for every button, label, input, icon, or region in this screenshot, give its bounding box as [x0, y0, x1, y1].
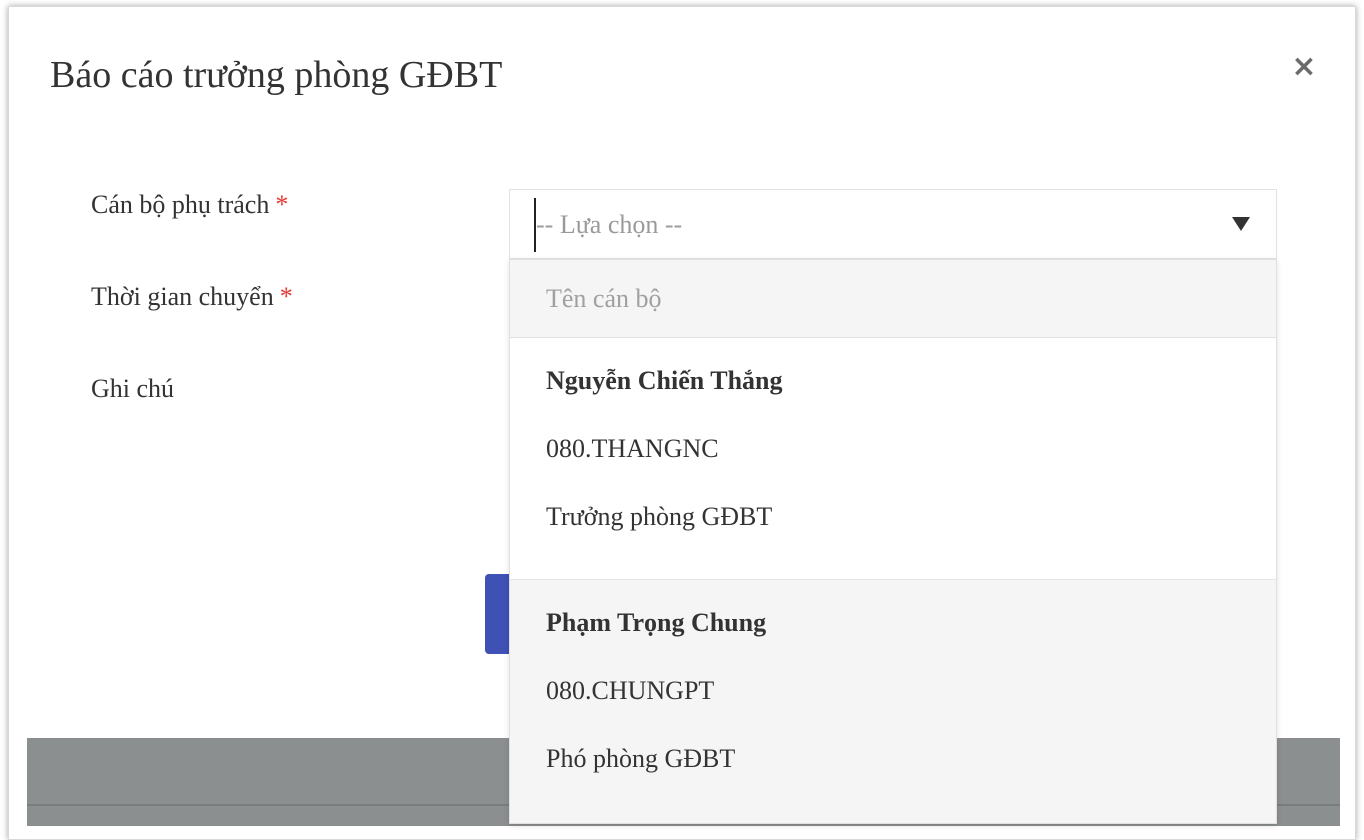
field-label-transfer-time	[91, 281, 293, 313]
option-position: Trưởng phòng GĐBT	[546, 502, 773, 531]
field-label-note-text: Ghi chú	[91, 374, 175, 403]
field-label-transfer-time-text: Thời gian chuyển	[91, 282, 274, 311]
required-mark: *	[279, 282, 293, 311]
officer-dropdown	[509, 259, 1277, 824]
caret-down-icon[interactable]	[1232, 217, 1250, 231]
option-username: 080.CHUNGPT	[546, 676, 715, 705]
option-name: Phạm Trọng Chung	[546, 608, 767, 637]
modal-title: Báo cáo trưởng phòng GĐBT	[50, 54, 503, 96]
dropdown-search-box	[510, 260, 1276, 338]
dropdown-option[interactable]	[510, 338, 1276, 580]
option-position: Phó phòng GĐBT	[546, 744, 736, 773]
dropdown-option-highlighted[interactable]	[510, 580, 1276, 823]
field-label-note	[91, 373, 174, 405]
field-label-officer-text: Cán bộ phụ trách	[91, 190, 270, 219]
field-label-officer	[91, 189, 288, 221]
officer-select[interactable]	[509, 189, 1277, 259]
officer-search-input[interactable]	[546, 282, 1246, 316]
option-username: 080.THANGNC	[546, 434, 719, 463]
option-name: Nguyễn Chiến Thắng	[546, 366, 783, 395]
close-icon[interactable]: ×	[1291, 49, 1317, 84]
report-modal	[8, 6, 1356, 840]
select-placeholder: -- Lựa chọn --	[536, 210, 683, 239]
required-mark: *	[275, 190, 289, 219]
